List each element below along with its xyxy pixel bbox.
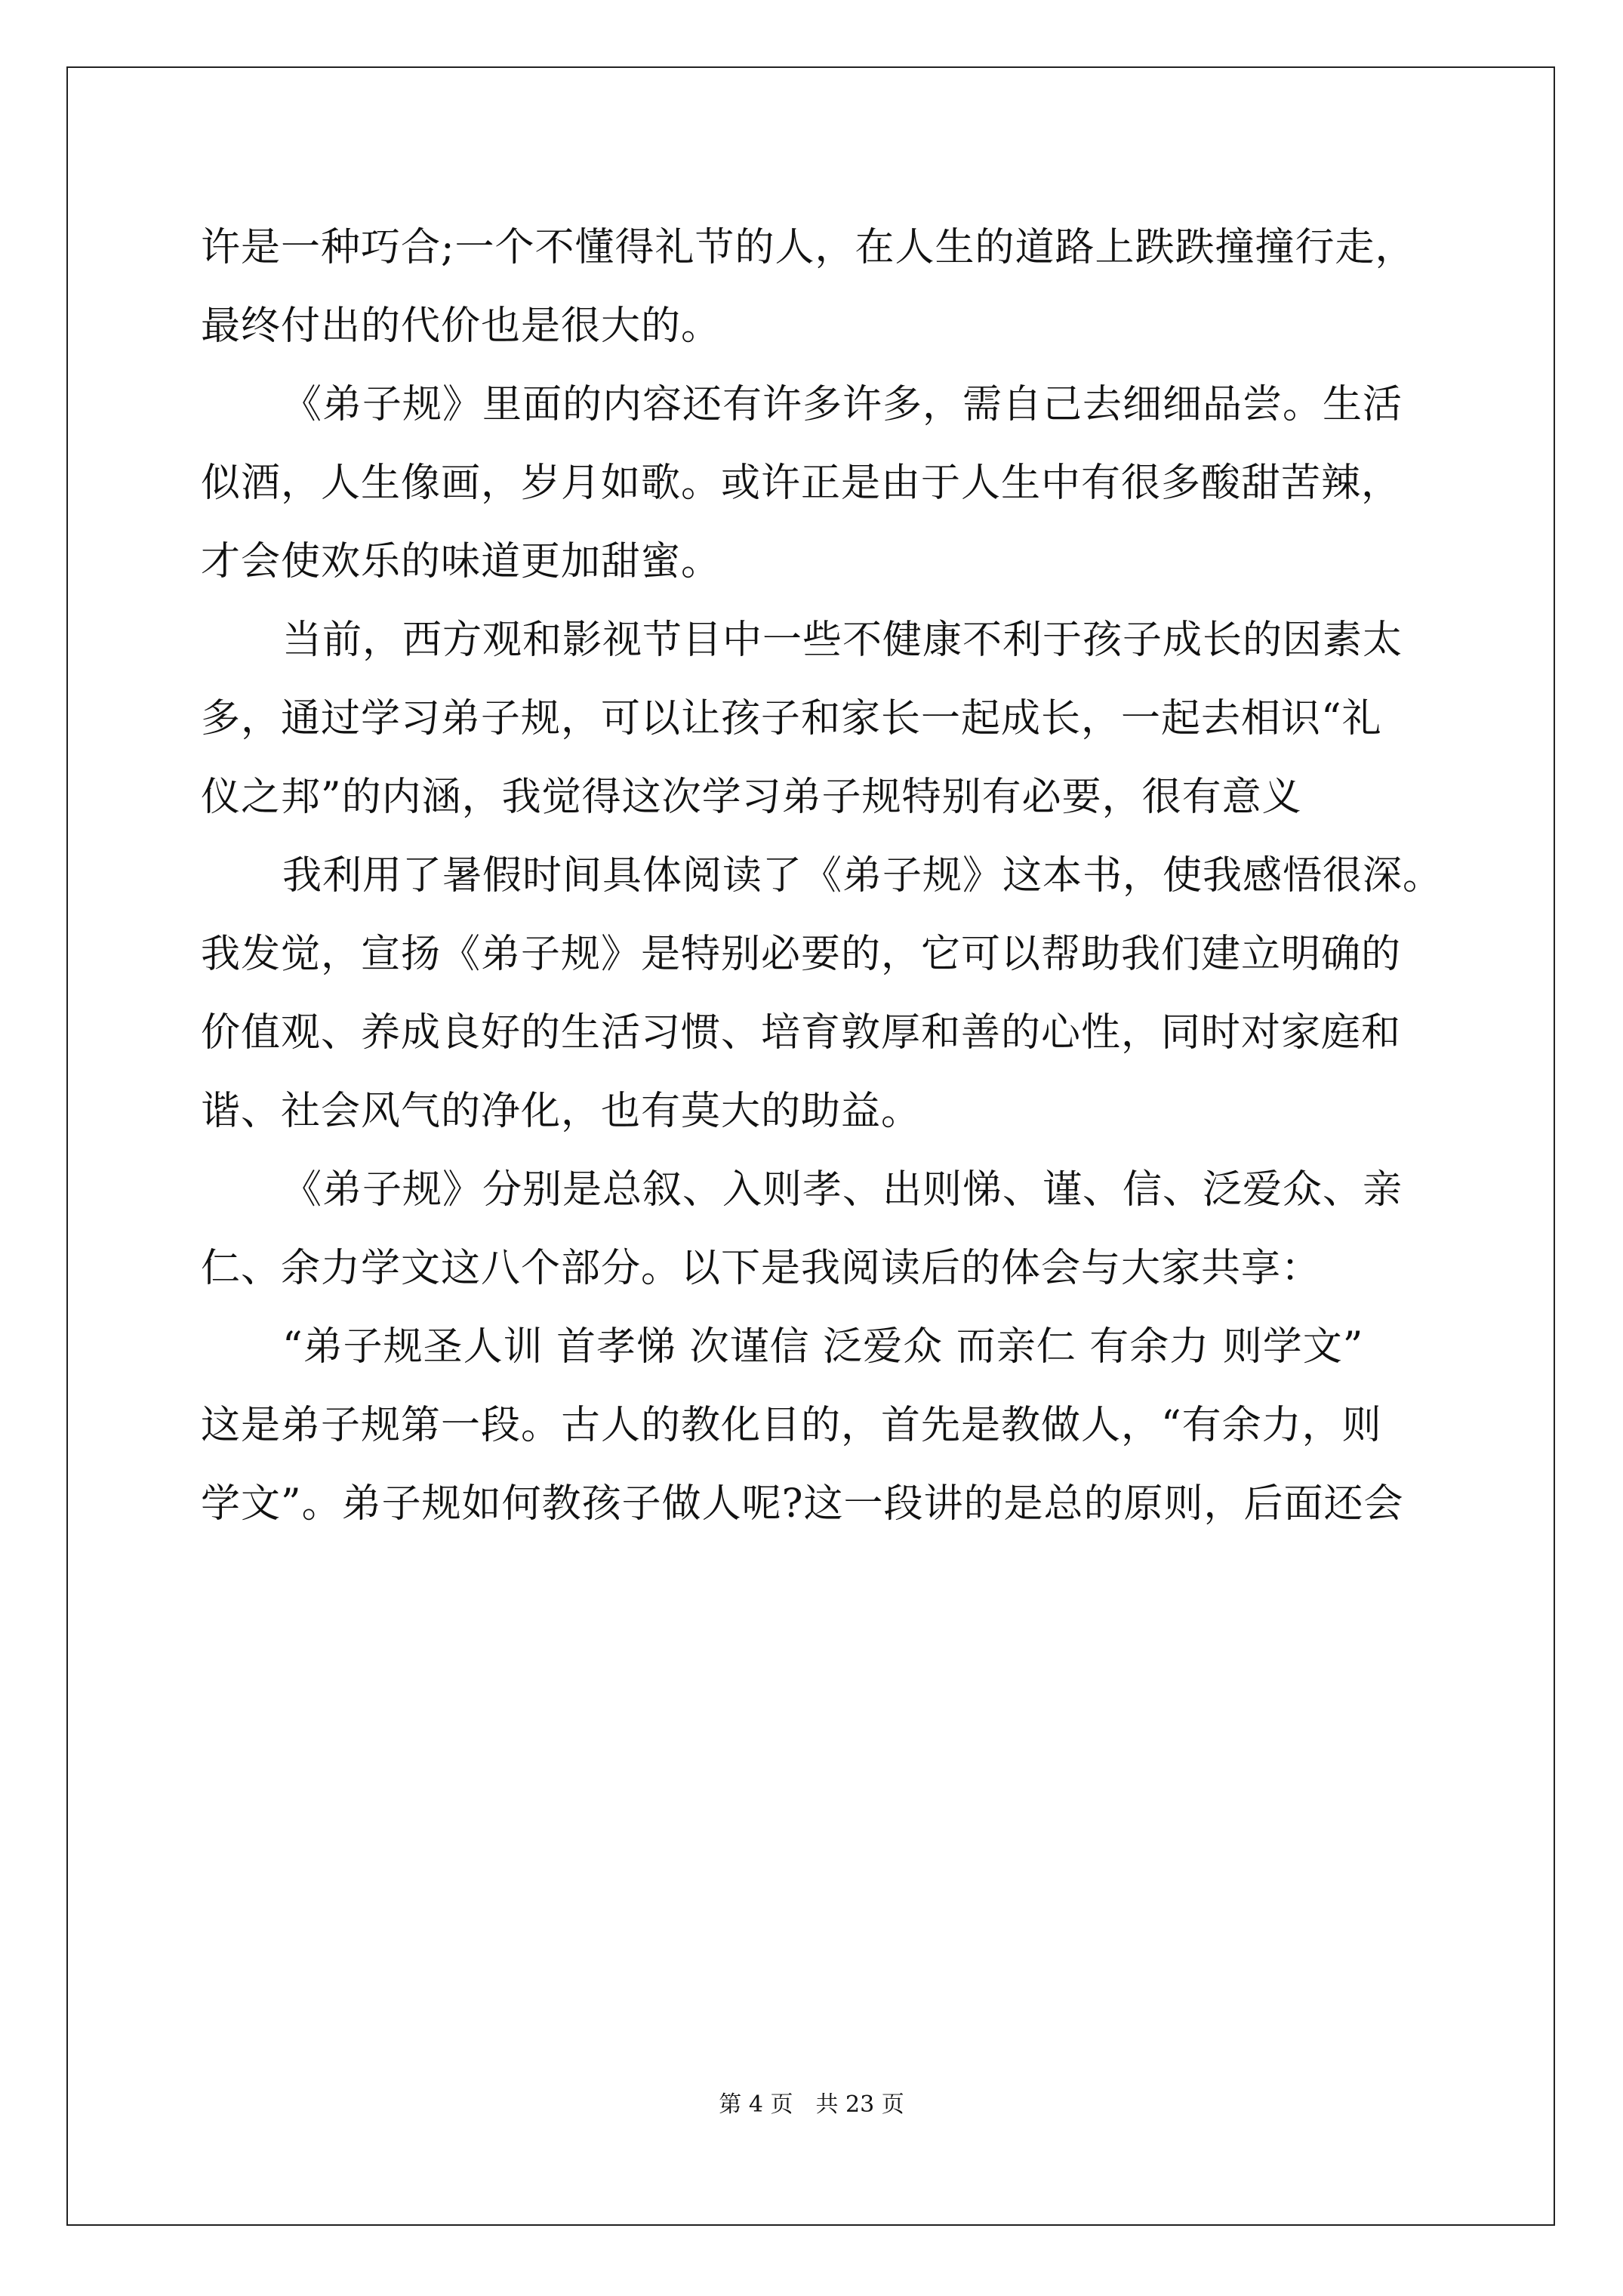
page-total: 共 23 页 <box>815 2091 904 2118</box>
text-line: 我发觉，宣扬《弟子规》是特别必要的，它可以帮助我们建立明确的 <box>201 932 1402 977</box>
text-line: 学文”。弟子规如何教孩子做人呢?这一段讲的是总的原则，后面还会 <box>201 1481 1404 1527</box>
text-line: 我利用了暑假时间具体阅读了《弟子规》这本书，使我感悟很深。 <box>282 853 1443 898</box>
text-line: 仪之邦”的内涵，我觉得这次学习弟子规特别有必要，很有意义 <box>201 775 1302 820</box>
text-line: 这是弟子规第一段。古人的教化目的，首先是教做人，“有余力，则 <box>201 1403 1382 1448</box>
text-line: 《弟子规》分别是总叙、入则孝、出则悌、谨、信、泛爱众、亲 <box>282 1167 1403 1213</box>
page-number: 第 4 页 <box>719 2091 793 2118</box>
text-line: “弟子规圣人训 首孝悌 次谨信 泛爱众 而亲仁 有余力 则学文” <box>282 1324 1364 1370</box>
page-footer <box>0 2090 1623 2120</box>
document-body <box>201 208 1443 1543</box>
text-line: 许是一种巧合;一个不懂得礼节的人，在人生的道路上跌跌撞撞行走， <box>201 225 1415 270</box>
text-line: 最终付出的代价也是很大的。 <box>201 304 722 349</box>
text-line: 当前，西方观和影视节目中一些不健康不利于孩子成长的因素太 <box>282 618 1403 663</box>
text-line: 价值观、养成良好的生活习惯、培育敦厚和善的心性，同时对家庭和 <box>201 1010 1402 1056</box>
text-line: 谐、社会风气的净化，也有莫大的助益。 <box>201 1089 922 1134</box>
text-line: 似酒，人生像画，岁月如歌。或许正是由于人生中有很多酸甜苦辣， <box>201 461 1402 506</box>
text-line: 仁、余力学文这八个部分。以下是我阅读后的体会与大家共享： <box>201 1246 1322 1291</box>
text-line: 才会使欢乐的味道更加甜蜜。 <box>201 539 722 584</box>
text-line: 多，通过学习弟子规，可以让孩子和家长一起成长，一起去相识“礼 <box>201 696 1382 741</box>
text-line: 《弟子规》里面的内容还有许多许多，需自己去细细品尝。生活 <box>282 382 1403 427</box>
